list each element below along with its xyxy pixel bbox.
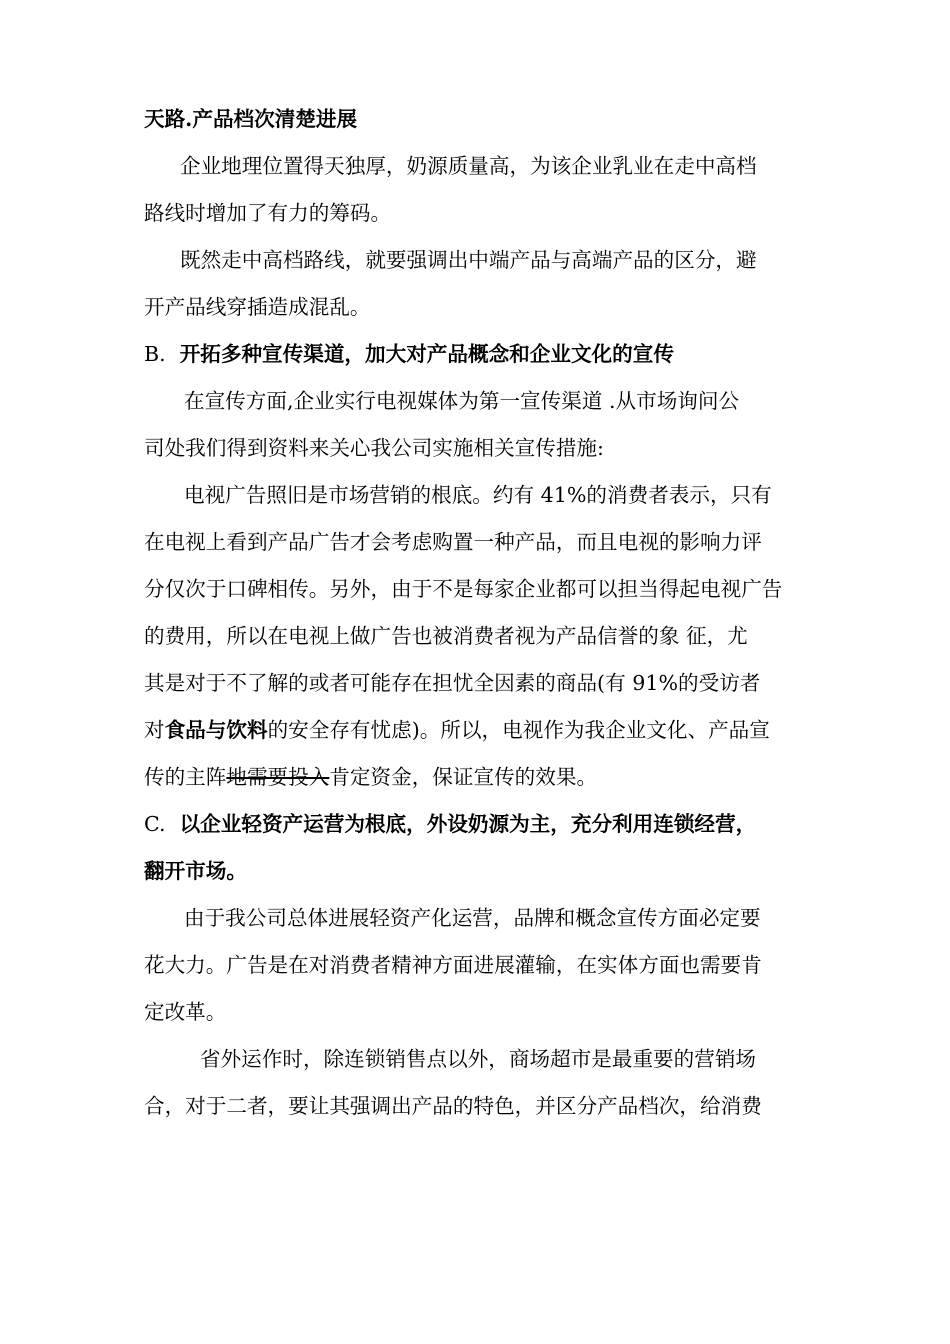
strikethrough-phrase: 地需要投入	[226, 765, 330, 789]
paragraph-line: 电视广告照旧是市场营销的根底。约有 41%的消费者表示，只有	[184, 483, 772, 507]
paragraph-4	[144, 472, 816, 801]
heading-b-text: 开拓多种宣传渠道，加大对产品概念和企业文化的宣传	[179, 342, 674, 366]
paragraph-line: 司处我们得到资料来关心我公司实施相关宣传措施:	[144, 436, 604, 460]
paragraph-5	[144, 895, 816, 1036]
paragraph-1	[144, 143, 816, 237]
paragraph-line: 的费用，所以在电视上做广告也被消费者视为产品信誉的象 征，尤	[144, 624, 748, 648]
line-text: 肯定资金，保证宣传的效果。	[329, 765, 598, 789]
document-body	[144, 96, 816, 1130]
paragraph-line: 路线时增加了有力的筹码。	[144, 201, 392, 225]
line-text: 传的主阵	[144, 765, 227, 789]
heading-b-prefix: B.	[144, 342, 166, 366]
line-text: 的安全存有忧虑)。所以，电视作为我企业文化、产品宣	[267, 718, 770, 742]
heading-b	[144, 331, 816, 378]
paragraph-2	[144, 237, 816, 331]
paragraph-3	[144, 378, 816, 472]
paragraph-line	[144, 754, 816, 801]
heading-c-text: 以企业轻资产运营为根底，外设奶源为主，充分利用连锁经营，	[179, 812, 757, 836]
heading-c	[144, 801, 816, 895]
paragraph-line: 合，对于二者，要让其强调出产品的特色，并区分产品档次，给消费	[144, 1094, 762, 1118]
paragraph-line: 在宣传方面,企业实行电视媒体为第一宣传渠道 .从市场询问公	[184, 389, 740, 413]
paragraph-line: 其是对于不了解的或者可能存在担忧全因素的商品(有 91%的受访者	[144, 671, 761, 695]
paragraph-line: 开产品线穿插造成混乱。	[144, 295, 371, 319]
paragraph-line: 既然走中高档路线，就要强调出中端产品与高端产品的区分，避	[180, 248, 757, 272]
heading-a-tail: 天路.产品档次清楚进展	[144, 107, 358, 131]
paragraph-line: 花大力。广告是在对消费者精神方面进展灌输，在实体方面也需要肯	[144, 953, 762, 977]
paragraph-line: 企业地理位置得天独厚，奶源质量高，为该企业乳业在走中高档	[180, 154, 757, 178]
heading-c-prefix: C.	[144, 812, 166, 836]
paragraph-line: 由于我公司总体进展轻资产化运营，品牌和概念宣传方面必定要	[184, 906, 761, 930]
paragraph-6	[144, 1036, 816, 1130]
bold-phrase: 食品与饮料	[164, 718, 268, 742]
heading-c-line	[144, 801, 816, 848]
paragraph-line: 分仅次于口碑相传。另外，由于不是每家企业都可以担当得起电视广告	[144, 577, 783, 601]
heading-c-line: 翻开市场。	[144, 859, 247, 883]
paragraph-line: 省外运作时，除连锁销售点以外，商场超市是最重要的营销场	[200, 1047, 757, 1071]
paragraph-line: 在电视上看到产品广告才会考虑购置一种产品，而且电视的影响力评	[144, 530, 762, 554]
paragraph-line	[144, 707, 816, 754]
paragraph-line: 定改革。	[144, 1000, 227, 1024]
line-text: 对	[144, 718, 165, 742]
